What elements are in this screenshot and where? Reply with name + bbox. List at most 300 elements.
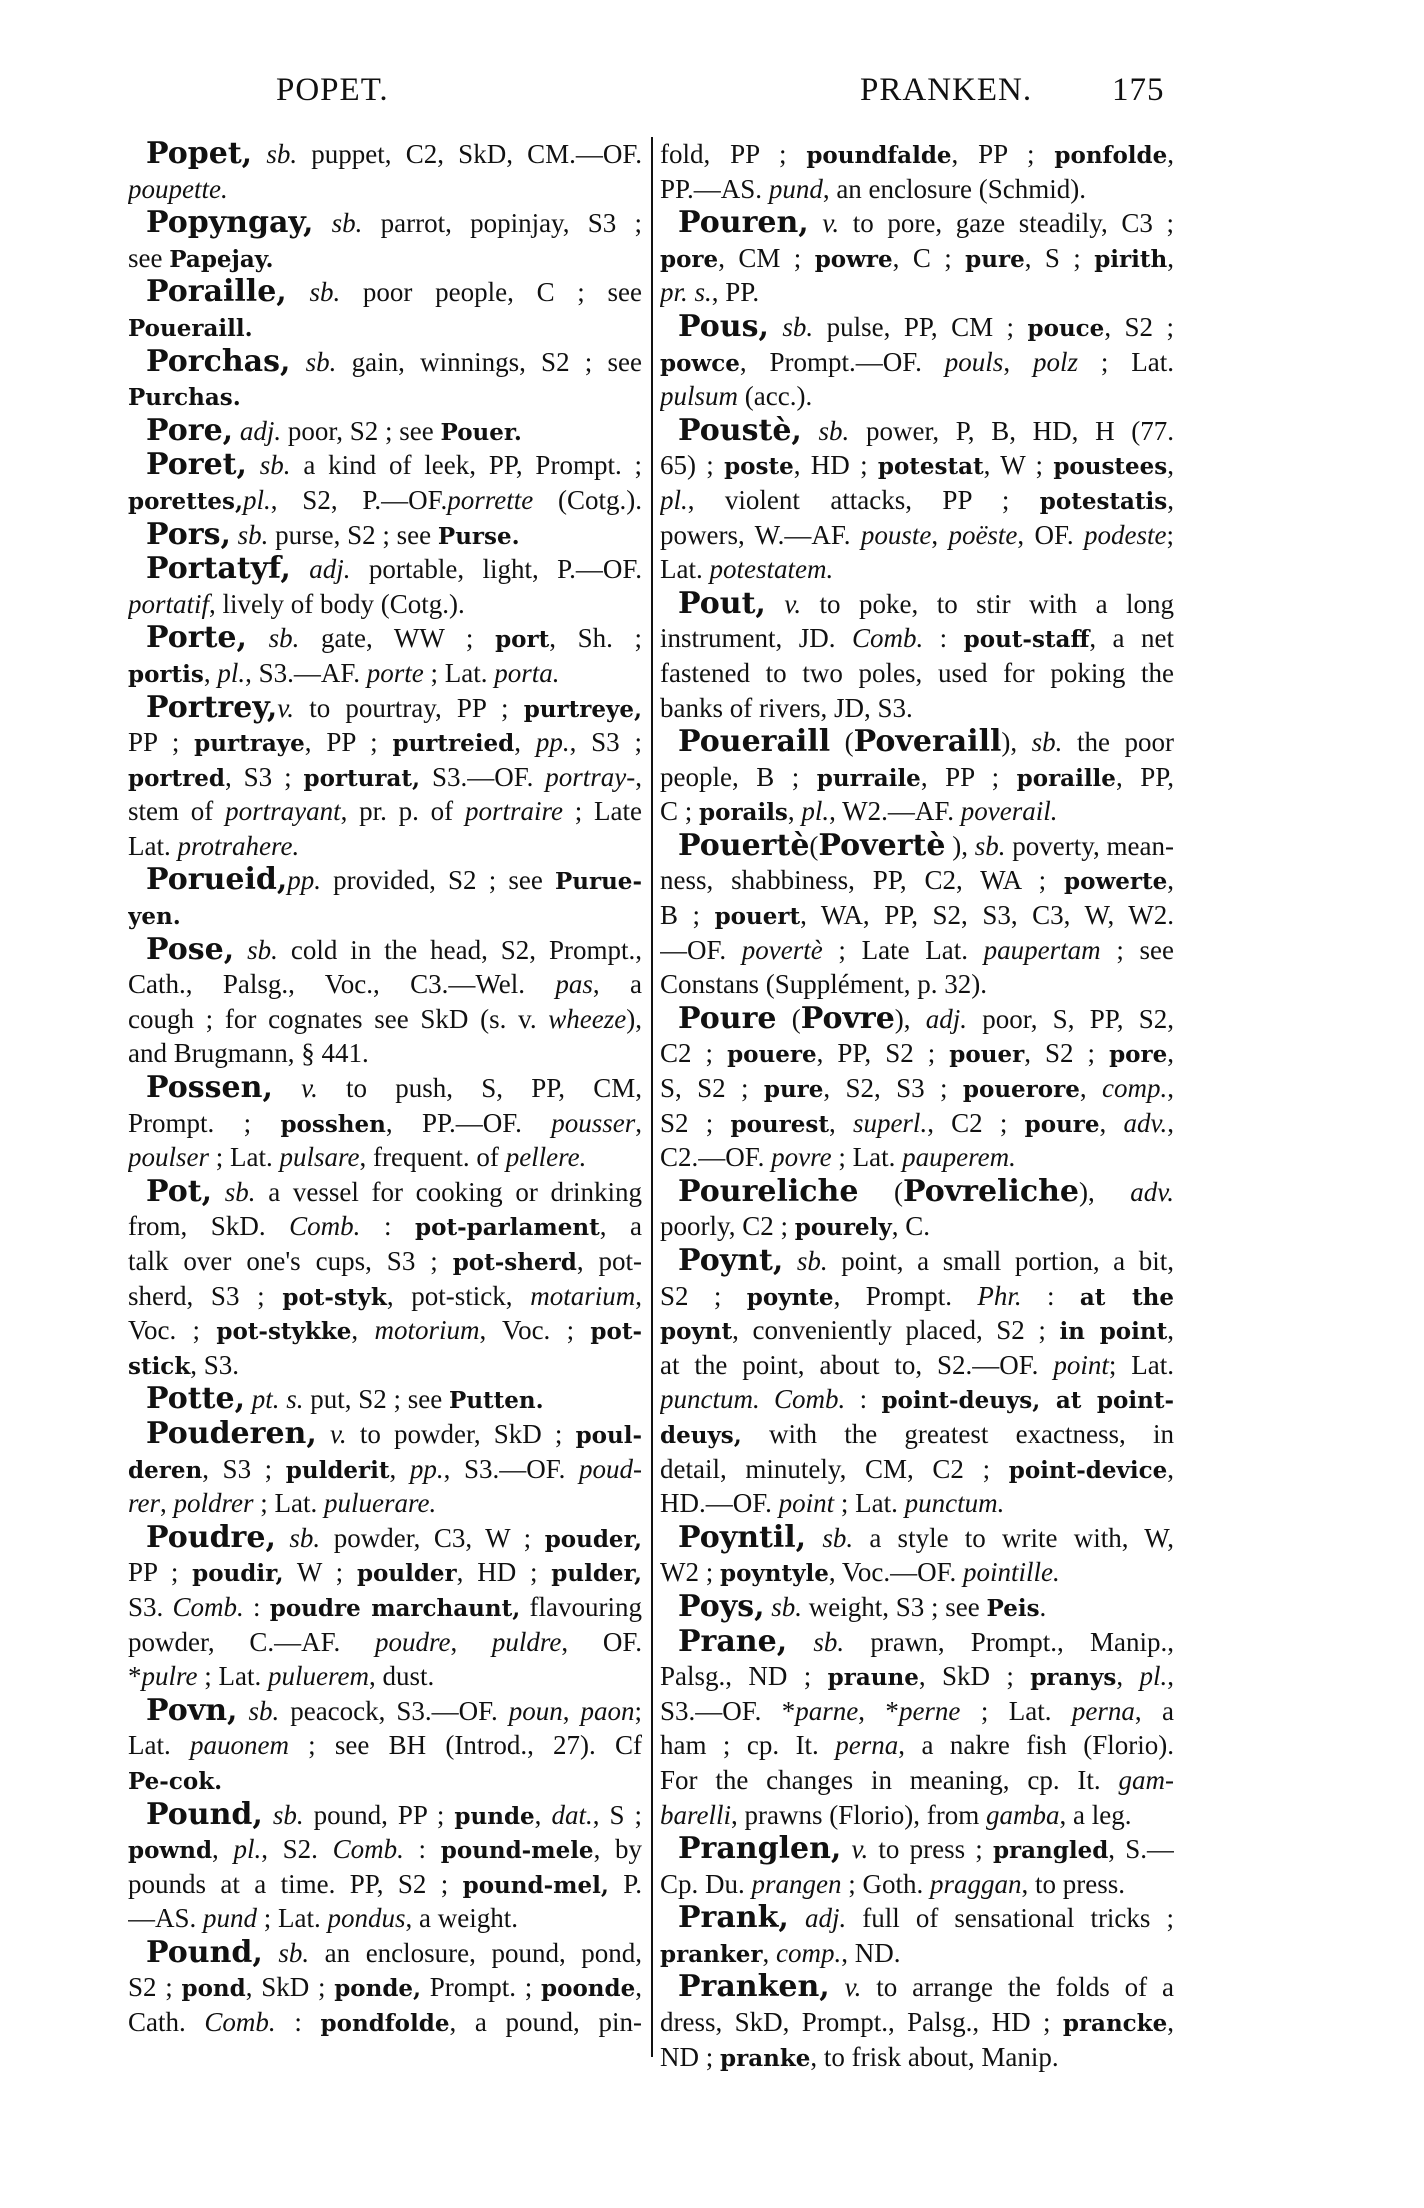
text-line — [660, 1348, 1174, 1383]
text-line — [128, 414, 642, 449]
text: , S3 ; — [569, 727, 642, 758]
text: , — [828, 1107, 853, 1138]
text: at the point, about to, S2.—OF. — [660, 1349, 1054, 1380]
bold-form: pure — [763, 1076, 824, 1104]
italic-text: paupertam — [983, 934, 1101, 965]
text — [783, 1246, 797, 1276]
text: flavouring — [520, 1591, 642, 1622]
text — [830, 1972, 845, 2002]
text — [806, 1523, 822, 1553]
text: to press ; — [868, 1834, 993, 1865]
text-line — [128, 379, 642, 414]
text-line — [660, 1555, 1174, 1590]
text: , — [1167, 450, 1174, 481]
headword: Popet, — [146, 137, 253, 171]
headword: Pore, — [146, 413, 234, 448]
italic-text: pund — [203, 1903, 258, 1934]
text: , PP.—OF. — [385, 1107, 552, 1138]
headword: Portrey, — [146, 690, 278, 725]
text: and Brugmann, § 441. — [128, 1038, 369, 1069]
text: ; Late Lat. — [822, 934, 984, 965]
text-line — [660, 137, 1174, 172]
text: , S2. — [261, 1834, 333, 1865]
text: : — [403, 1834, 441, 1865]
text: Palsg., ND ; — [660, 1661, 828, 1692]
text: pounds at a time. PP, S2 ; — [128, 1868, 463, 1899]
text: ), — [945, 830, 975, 861]
text-line — [660, 2040, 1174, 2075]
italic-text: puldre — [491, 1626, 562, 1657]
headword: Pouderen, — [146, 1416, 317, 1451]
text: B ; — [660, 900, 715, 931]
text: ; Late — [562, 796, 642, 827]
italic-text: paon — [580, 1695, 635, 1726]
text: an enclosure, pound, pond, — [309, 1937, 642, 1968]
text: : — [845, 1384, 882, 1415]
text-line — [660, 345, 1174, 380]
text: put, S2 ; see — [303, 1384, 450, 1415]
italic-text: Comb. — [332, 1834, 404, 1865]
text: For the changes in meaning, cp. It. — [660, 1764, 1119, 1795]
bold-form: deren — [128, 1456, 203, 1484]
bold-form: potestat — [877, 453, 984, 481]
italic-text: adj. — [309, 554, 351, 585]
italic-text: poverail. — [960, 796, 1058, 827]
text-line — [128, 1832, 642, 1867]
text-line — [660, 2005, 1174, 2040]
text: C2.—OF. — [660, 1142, 772, 1173]
text: , — [203, 657, 218, 688]
italic-text: poudre — [374, 1626, 451, 1657]
text: : — [923, 623, 964, 654]
text: ; — [634, 1695, 642, 1726]
text: : — [243, 1591, 270, 1622]
text: , OF. — [561, 1626, 642, 1657]
text: , ND. — [841, 1937, 901, 1968]
text-line — [128, 933, 642, 968]
text: , PP ; — [951, 139, 1055, 169]
text: , — [389, 1453, 410, 1484]
italic-text: puluerem — [267, 1661, 369, 1692]
text-line — [128, 1209, 642, 1244]
bold-form: pourely — [794, 1214, 892, 1242]
bold-form: pore — [1109, 1041, 1168, 1069]
text: , a — [599, 1211, 642, 1242]
text-line — [128, 621, 642, 656]
text: . — [1039, 1591, 1047, 1622]
italic-text: sb. — [289, 1522, 321, 1553]
text-line — [128, 1348, 642, 1383]
text-line — [660, 1036, 1174, 1071]
text: P. — [608, 1868, 642, 1899]
text: (acc.). — [738, 381, 813, 412]
text-line — [128, 1002, 642, 1037]
text: , S3.—AF. — [245, 657, 367, 688]
text-line — [128, 518, 642, 553]
text: , — [635, 1280, 642, 1311]
text: to poke, to stir with a long — [801, 588, 1174, 619]
text: C2 ; — [660, 1038, 728, 1069]
text — [247, 450, 260, 480]
text: ( — [830, 727, 854, 758]
text-line — [660, 1382, 1174, 1417]
italic-text: pund — [768, 173, 823, 204]
text: , * — [858, 1695, 899, 1726]
bold-form: pownd — [128, 1837, 213, 1865]
italic-text: pp. — [287, 865, 322, 896]
text: Lat. — [128, 1730, 190, 1761]
headword: Popyngay, — [146, 206, 314, 241]
bold-form: Peis — [986, 1594, 1040, 1622]
dictionary-column-left — [128, 137, 642, 2040]
text: , — [787, 796, 802, 827]
text: , SkD ; — [245, 1972, 335, 2003]
text — [769, 312, 782, 342]
text: , S.— — [1108, 1834, 1174, 1865]
headword: Poudre, — [146, 1520, 276, 1555]
italic-text: motorium — [374, 1315, 480, 1346]
text: , — [931, 519, 949, 550]
text-line — [660, 1936, 1174, 1971]
text-line — [660, 1798, 1174, 1833]
text: HD.—OF. — [660, 1488, 779, 1519]
text-line — [660, 275, 1174, 310]
text: prawn, Prompt., Manip., — [844, 1626, 1174, 1657]
text: , — [1167, 1038, 1174, 1069]
text: , PP ; — [920, 761, 1017, 792]
text: ; Lat. — [834, 1488, 905, 1519]
italic-text: perne — [898, 1695, 961, 1726]
headword: Porchas, — [146, 344, 291, 379]
italic-text: adv. — [1123, 1107, 1168, 1138]
bold-form: porettes, — [128, 487, 244, 515]
bold-form: punde — [454, 1802, 535, 1830]
bold-form: poynte — [746, 1283, 834, 1311]
italic-text: motarium — [530, 1280, 636, 1311]
text — [252, 139, 266, 169]
text-line — [660, 1279, 1174, 1314]
italic-text: sb. — [278, 1937, 310, 1968]
text: pulse, PP, CM ; — [813, 311, 1028, 342]
text-line — [660, 898, 1174, 933]
italic-text: prangen — [751, 1868, 842, 1899]
bold-form: Putten. — [449, 1387, 544, 1415]
italic-text: podeste — [1084, 519, 1167, 550]
italic-text: praggan — [930, 1868, 1022, 1899]
italic-text: gamba — [985, 1799, 1060, 1830]
text: , S2, S3 ; — [823, 1073, 963, 1104]
text-line — [660, 656, 1174, 691]
italic-text: poëste — [948, 519, 1018, 550]
text-line — [128, 725, 642, 760]
text: purse, S2 ; see — [268, 519, 438, 550]
bold-form: poustees — [1053, 453, 1168, 481]
text: , violent attacks, PP ; — [687, 484, 1040, 515]
text-line — [660, 829, 1174, 864]
text: , frequent. of — [359, 1142, 506, 1173]
text: , — [1167, 1315, 1174, 1346]
text: , — [160, 1488, 174, 1519]
text: , pr. p. of — [340, 796, 465, 827]
bold-form: pound-mel, — [462, 1871, 609, 1899]
headword: Porte, — [146, 621, 247, 656]
headword: Pouren, — [678, 206, 809, 241]
text — [802, 416, 819, 446]
text-line — [660, 691, 1174, 726]
italic-text: superl. — [852, 1107, 928, 1138]
italic-text: dat. — [551, 1799, 593, 1830]
italic-text: adj. — [804, 1903, 847, 1934]
italic-text: pauonem — [189, 1730, 289, 1761]
text-line — [128, 1071, 642, 1106]
text: S2 ; — [128, 1972, 182, 2003]
italic-text: pousser — [551, 1107, 636, 1138]
bold-form: Purse. — [437, 522, 520, 550]
bold-form: prangled — [992, 1837, 1109, 1865]
text: , an enclosure (Schmid). — [822, 173, 1086, 204]
text-line — [128, 483, 642, 518]
text-line — [128, 1382, 642, 1417]
text-line — [128, 275, 642, 310]
italic-text: v. — [851, 1834, 869, 1865]
italic-text: Comb. — [204, 2007, 276, 2038]
headword: Poureliche — [678, 1174, 859, 1209]
italic-text: sb. — [305, 346, 337, 377]
italic-text: rer — [128, 1488, 160, 1519]
text-line — [660, 1901, 1174, 1936]
italic-text: adj. — [925, 1003, 968, 1034]
text: , S3.—OF. — [443, 1453, 579, 1484]
bold-form: powre — [814, 245, 893, 273]
text: ( — [858, 1176, 903, 1207]
text: cough ; for cognates see SkD (s. v. — [128, 1003, 549, 1034]
text — [237, 1696, 248, 1726]
italic-text: polz — [1032, 346, 1078, 377]
text-line — [660, 241, 1174, 276]
italic-text: pouls — [944, 346, 1004, 377]
text-line — [660, 1970, 1174, 2005]
italic-text: pulre — [141, 1661, 198, 1692]
headword: Pors, — [146, 517, 231, 552]
text-line — [128, 1452, 642, 1487]
text: Lat. — [128, 830, 178, 861]
text-line — [128, 794, 642, 829]
italic-text: Comb. — [851, 623, 924, 654]
text: , dust. — [368, 1661, 435, 1692]
text: detail, minutely, CM, C2 ; — [660, 1453, 1009, 1484]
text: ( — [809, 830, 819, 861]
text — [290, 347, 305, 377]
page-number: 175 — [1112, 72, 1165, 108]
text: , Voc. ; — [479, 1315, 591, 1346]
italic-text: portraire — [464, 796, 563, 827]
text: , OF. — [1017, 519, 1084, 550]
text-line — [660, 1728, 1174, 1763]
italic-text: perna — [835, 1730, 899, 1761]
text: , prawns (Florio), from — [731, 1799, 986, 1830]
bold-form: point-device — [1008, 1456, 1168, 1484]
text: S2 ; — [660, 1107, 731, 1138]
text: fastened to two poles, used for poking the — [660, 657, 1174, 688]
text: fold, PP ; — [660, 139, 807, 169]
text: , SkD ; — [918, 1661, 1031, 1692]
text: , — [534, 1799, 552, 1830]
italic-text: sb. — [266, 139, 298, 169]
text-line — [660, 310, 1174, 345]
text-line — [128, 1936, 642, 1971]
text: , PP, S2 ; — [816, 1038, 950, 1069]
italic-text: gam- — [1118, 1764, 1174, 1795]
text-line — [128, 1279, 642, 1314]
text-line — [128, 448, 642, 483]
italic-text: barelli — [660, 1799, 731, 1830]
bold-form: pourest — [730, 1110, 829, 1138]
italic-text: pulsum — [660, 381, 739, 412]
text: ), — [1001, 727, 1032, 758]
text: poor, S2 ; see — [281, 415, 441, 446]
text-line — [128, 1970, 642, 2005]
italic-text: pl. — [801, 796, 830, 827]
text: ), — [894, 1003, 926, 1034]
headword: Pous, — [678, 309, 769, 344]
text-line — [660, 933, 1174, 968]
italic-text: sb. — [813, 1626, 845, 1657]
text: , — [635, 1107, 642, 1138]
text: —AS. — [128, 1903, 204, 1934]
bold-form: in point — [1059, 1318, 1168, 1346]
text: C ; — [660, 796, 700, 827]
headword: Poraille, — [146, 275, 287, 310]
text-line — [660, 863, 1174, 898]
headword: Poustè, — [678, 413, 802, 448]
bold-form: posshen — [280, 1110, 386, 1138]
italic-text: pointille. — [963, 1557, 1060, 1588]
text-line — [660, 1659, 1174, 1694]
text: W ; — [283, 1557, 357, 1588]
text: , a leg. — [1059, 1799, 1132, 1830]
bold-form: pouer — [949, 1041, 1025, 1069]
bold-form: pot-parlament — [415, 1214, 600, 1242]
italic-text: portatif — [128, 588, 210, 619]
text: banks of rivers, JD, S3. — [660, 692, 913, 723]
headword: Prane, — [678, 1624, 788, 1659]
text: a kind of leek, PP, Prompt. ; — [290, 450, 642, 481]
text: ; Lat. — [197, 1661, 268, 1692]
italic-text: parne — [795, 1695, 859, 1726]
italic-text: pulsare — [279, 1142, 360, 1173]
italic-text: Comb. — [289, 1211, 361, 1242]
text: , W2.—AF. — [829, 796, 961, 827]
text: , conveniently placed, S2 ; — [732, 1315, 1060, 1346]
text-line — [660, 1175, 1174, 1210]
italic-text: poldrer — [173, 1488, 254, 1519]
text-line — [128, 656, 642, 691]
bold-form: poulder — [356, 1560, 457, 1588]
text-line — [660, 1590, 1174, 1625]
text-line — [660, 1002, 1174, 1037]
text: —OF. — [660, 934, 742, 965]
text: peacock, S3.—OF. — [279, 1695, 509, 1726]
italic-text: sb. — [1031, 727, 1063, 758]
italic-text: sb. — [818, 415, 850, 446]
text — [766, 589, 784, 619]
text: ; Lat. — [257, 1903, 328, 1934]
text: , S3. — [190, 1349, 240, 1380]
text-line — [660, 1209, 1174, 1244]
text: puppet, C2, SkD, CM.—OF. — [297, 139, 642, 169]
text: S2 ; — [660, 1280, 747, 1311]
italic-text: punctum. Comb. — [660, 1384, 846, 1415]
bold-form: purtreied — [392, 730, 515, 758]
italic-text: adj. — [239, 415, 282, 446]
bold-form: point-deuys, at point- — [881, 1387, 1174, 1415]
text-line — [660, 1417, 1174, 1452]
text — [245, 1384, 252, 1414]
text: PP ; — [128, 727, 195, 758]
text-line — [128, 691, 642, 726]
bold-form: stick — [128, 1352, 191, 1380]
italic-text: v. — [844, 1972, 862, 2003]
text: ; Lat. — [253, 1488, 324, 1519]
text: , — [514, 727, 536, 758]
bold-form: poraille — [1016, 764, 1116, 792]
bold-form: pouere — [727, 1041, 817, 1069]
text-line — [660, 1625, 1174, 1660]
text-line — [660, 587, 1174, 622]
italic-text: portray- — [545, 761, 636, 792]
bold-form: pulderit — [285, 1456, 390, 1484]
text-line — [128, 587, 642, 622]
bold-form: deuys, — [660, 1421, 742, 1449]
text — [841, 1834, 851, 1864]
bold-form: poynt — [660, 1318, 733, 1346]
italic-text: perna — [1071, 1695, 1135, 1726]
text-line — [128, 967, 642, 1002]
text-line — [128, 863, 642, 898]
text-line — [660, 967, 1174, 1002]
text — [809, 208, 823, 238]
headword: Portatyf, — [146, 552, 291, 587]
headword: Poure — [678, 1001, 777, 1036]
text: Cath., Palsg., Voc., C3.—Wel. — [128, 969, 556, 1000]
italic-text: Phr. — [977, 1280, 1022, 1311]
italic-text: Comb. — [172, 1591, 244, 1622]
italic-text: punctum. — [904, 1488, 1005, 1519]
bold-form: pranke — [720, 2044, 811, 2072]
headword: Povn, — [146, 1693, 238, 1728]
text-line — [128, 1521, 642, 1556]
text: , C ; — [892, 242, 966, 273]
bold-form: pranker — [660, 1940, 763, 1968]
italic-text: pl. — [1139, 1661, 1168, 1692]
text — [313, 208, 331, 238]
text-line — [660, 552, 1174, 587]
bold-form: prancke — [1062, 2010, 1168, 2038]
text: Voc. ; — [128, 1315, 217, 1346]
text: sherd, S3 ; — [128, 1280, 283, 1311]
italic-text: point — [1053, 1349, 1109, 1380]
headword: Poynt, — [678, 1244, 784, 1278]
italic-text: v. — [329, 1418, 347, 1449]
text-line — [660, 1244, 1174, 1279]
text: , — [1167, 1107, 1174, 1138]
text: , PP. — [711, 277, 760, 308]
text-line — [660, 206, 1174, 241]
dictionary-column-right — [660, 137, 1174, 2074]
text: Cath. — [128, 2007, 205, 2038]
bold-form: pirith — [1094, 245, 1168, 273]
text: to arrange the folds of a — [861, 1972, 1174, 2003]
